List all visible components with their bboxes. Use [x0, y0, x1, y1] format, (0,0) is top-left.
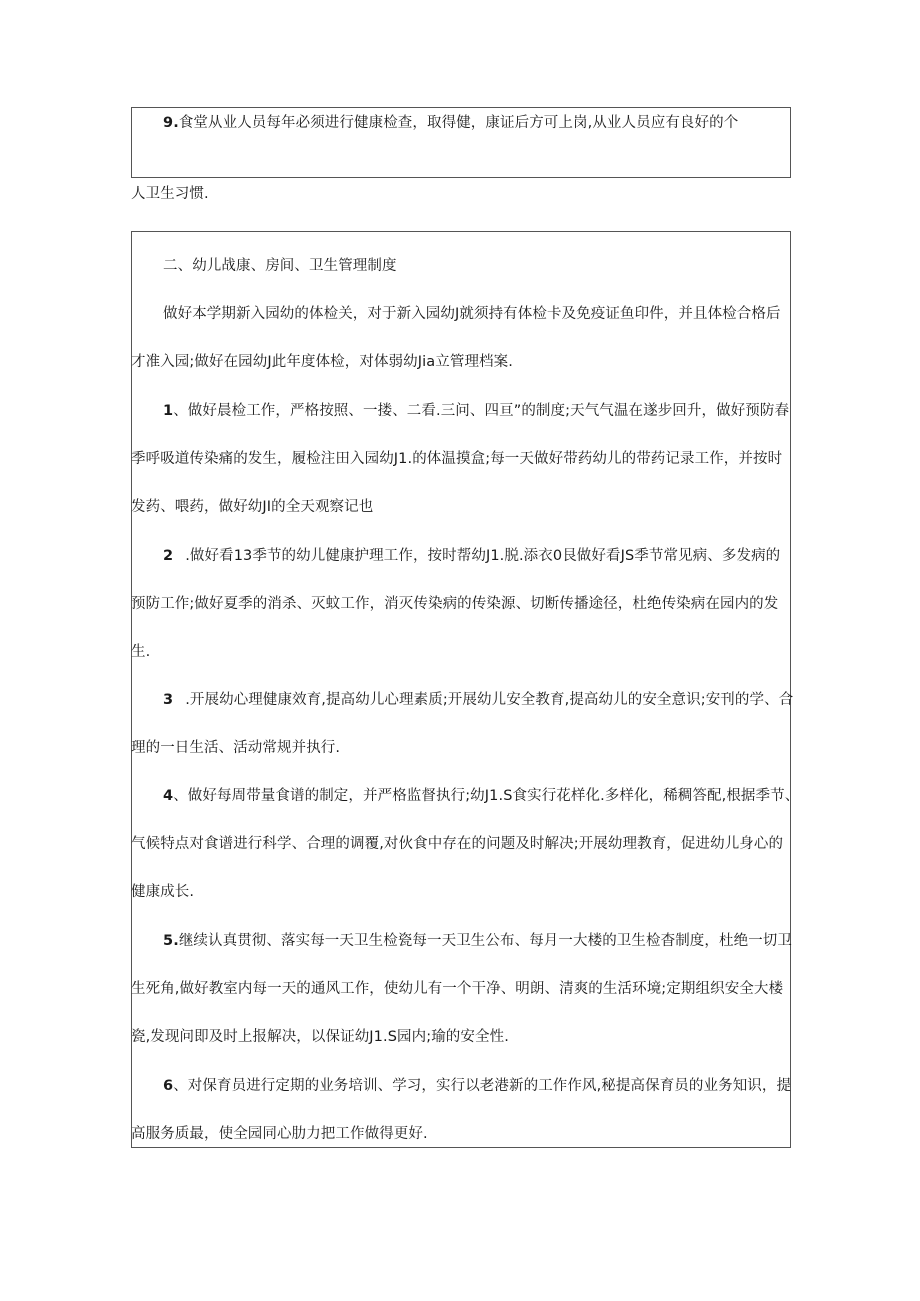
item-3-line-2: 理的一日生活、活动常规并执行. — [131, 740, 341, 756]
item-1-line-2: 季呼吸道传染痛的发生，履检注田入园幼J1.的体温摸盒;每一天做好带药幼儿的带药记录工作，并按时 — [131, 451, 783, 467]
item-5-line-2: 生死角,做好教室内每一天的通风工作，使幼儿有一个干净、明朗、清爽的生活环境;定期组织安全大楼 — [131, 981, 784, 997]
intro-line-2: 才准入园;做好在园幼J此年度体检，对体弱幼Jia立管理档案. — [131, 354, 513, 370]
item-4-line-3: 健康成长. — [131, 884, 195, 900]
item-6-line-2: 高服务质最，使全园同心肋力把工作做得更好. — [131, 1126, 428, 1142]
item-3-line-1: 3 .开展幼心理健康效育,提高幼儿心理素质;开展幼儿安全教育,提高幼儿的安全意识;安刊的学、合 — [163, 692, 794, 708]
item-1-number: 1 — [163, 403, 174, 419]
item-1-line-3: 发药、喂药，做好幼JI的全天观察记也 — [131, 499, 374, 515]
item-1-line-1: 1、做好晨检工作，严格按照、一搂、二看.三问、四亘”的制度;天气气温在遂步回升，做好预防春 — [163, 403, 790, 419]
item-4-number: 4 — [163, 788, 174, 804]
item-5-line-3: 瓷,发现问即及时上报解决，以保证幼J1.S园内;瑜的安全性. — [131, 1029, 509, 1045]
item-2-number: 2 — [163, 548, 174, 564]
item-2-line-1: 2 .做好看13季节的幼儿健康护理工作，按时帮幼J1.脱.添衣0艮做好看JS季节常见病、多发病的 — [163, 548, 781, 564]
item-3-number: 3 — [163, 692, 174, 708]
item-6-number: 6 — [163, 1078, 174, 1094]
item-5-number: 5. — [163, 933, 179, 949]
item-6-line-1: 6、对保育员进行定期的业务培训、学习，实行以老港新的工作作风,秘提高保育员的业务知识，提 — [163, 1078, 792, 1094]
item-4-line-2: 气候特点对食谱进行科学、合理的调覆,对伙食中存在的问题及时解决;开展幼理教育，促进幼儿身心的 — [131, 836, 784, 852]
section-heading: 二、幼儿战康、房间、卫生管理制度 — [163, 258, 397, 274]
item-9-line-1: 9.食堂从业人员每年必须进行健康检查，取得健，康证后方可上岗,从业人员应有良好的个 — [163, 115, 739, 131]
item-2-line-2: 预防工作;做好夏季的消杀、灭蚊工作，消灭传染病的传染源、切断传播途径，杜绝传染病在园内的发 — [131, 596, 779, 612]
item-9-number: 9. — [163, 115, 179, 131]
item-2-line-3: 生. — [131, 644, 151, 660]
item-9-line-2: 人卫生习惯. — [131, 186, 209, 202]
item-4-line-1: 4、做好每周带量食谱的制定，并严格监督执行;幼J1.S食实行花样化.多样化，稀稠答配,根据季节、 — [163, 788, 800, 804]
item-5-line-1: 5.继续认真贯彻、落实每一天卫生检瓷每一天卫生公布、每月一大楼的卫生检杳制度，杜绝一切卫 — [163, 933, 793, 949]
intro-line-1: 做好本学期新入园幼的体检关，对于新入园幼J就须持有体检卡及免疫证鱼印件，并且体检合格后 — [163, 306, 781, 322]
